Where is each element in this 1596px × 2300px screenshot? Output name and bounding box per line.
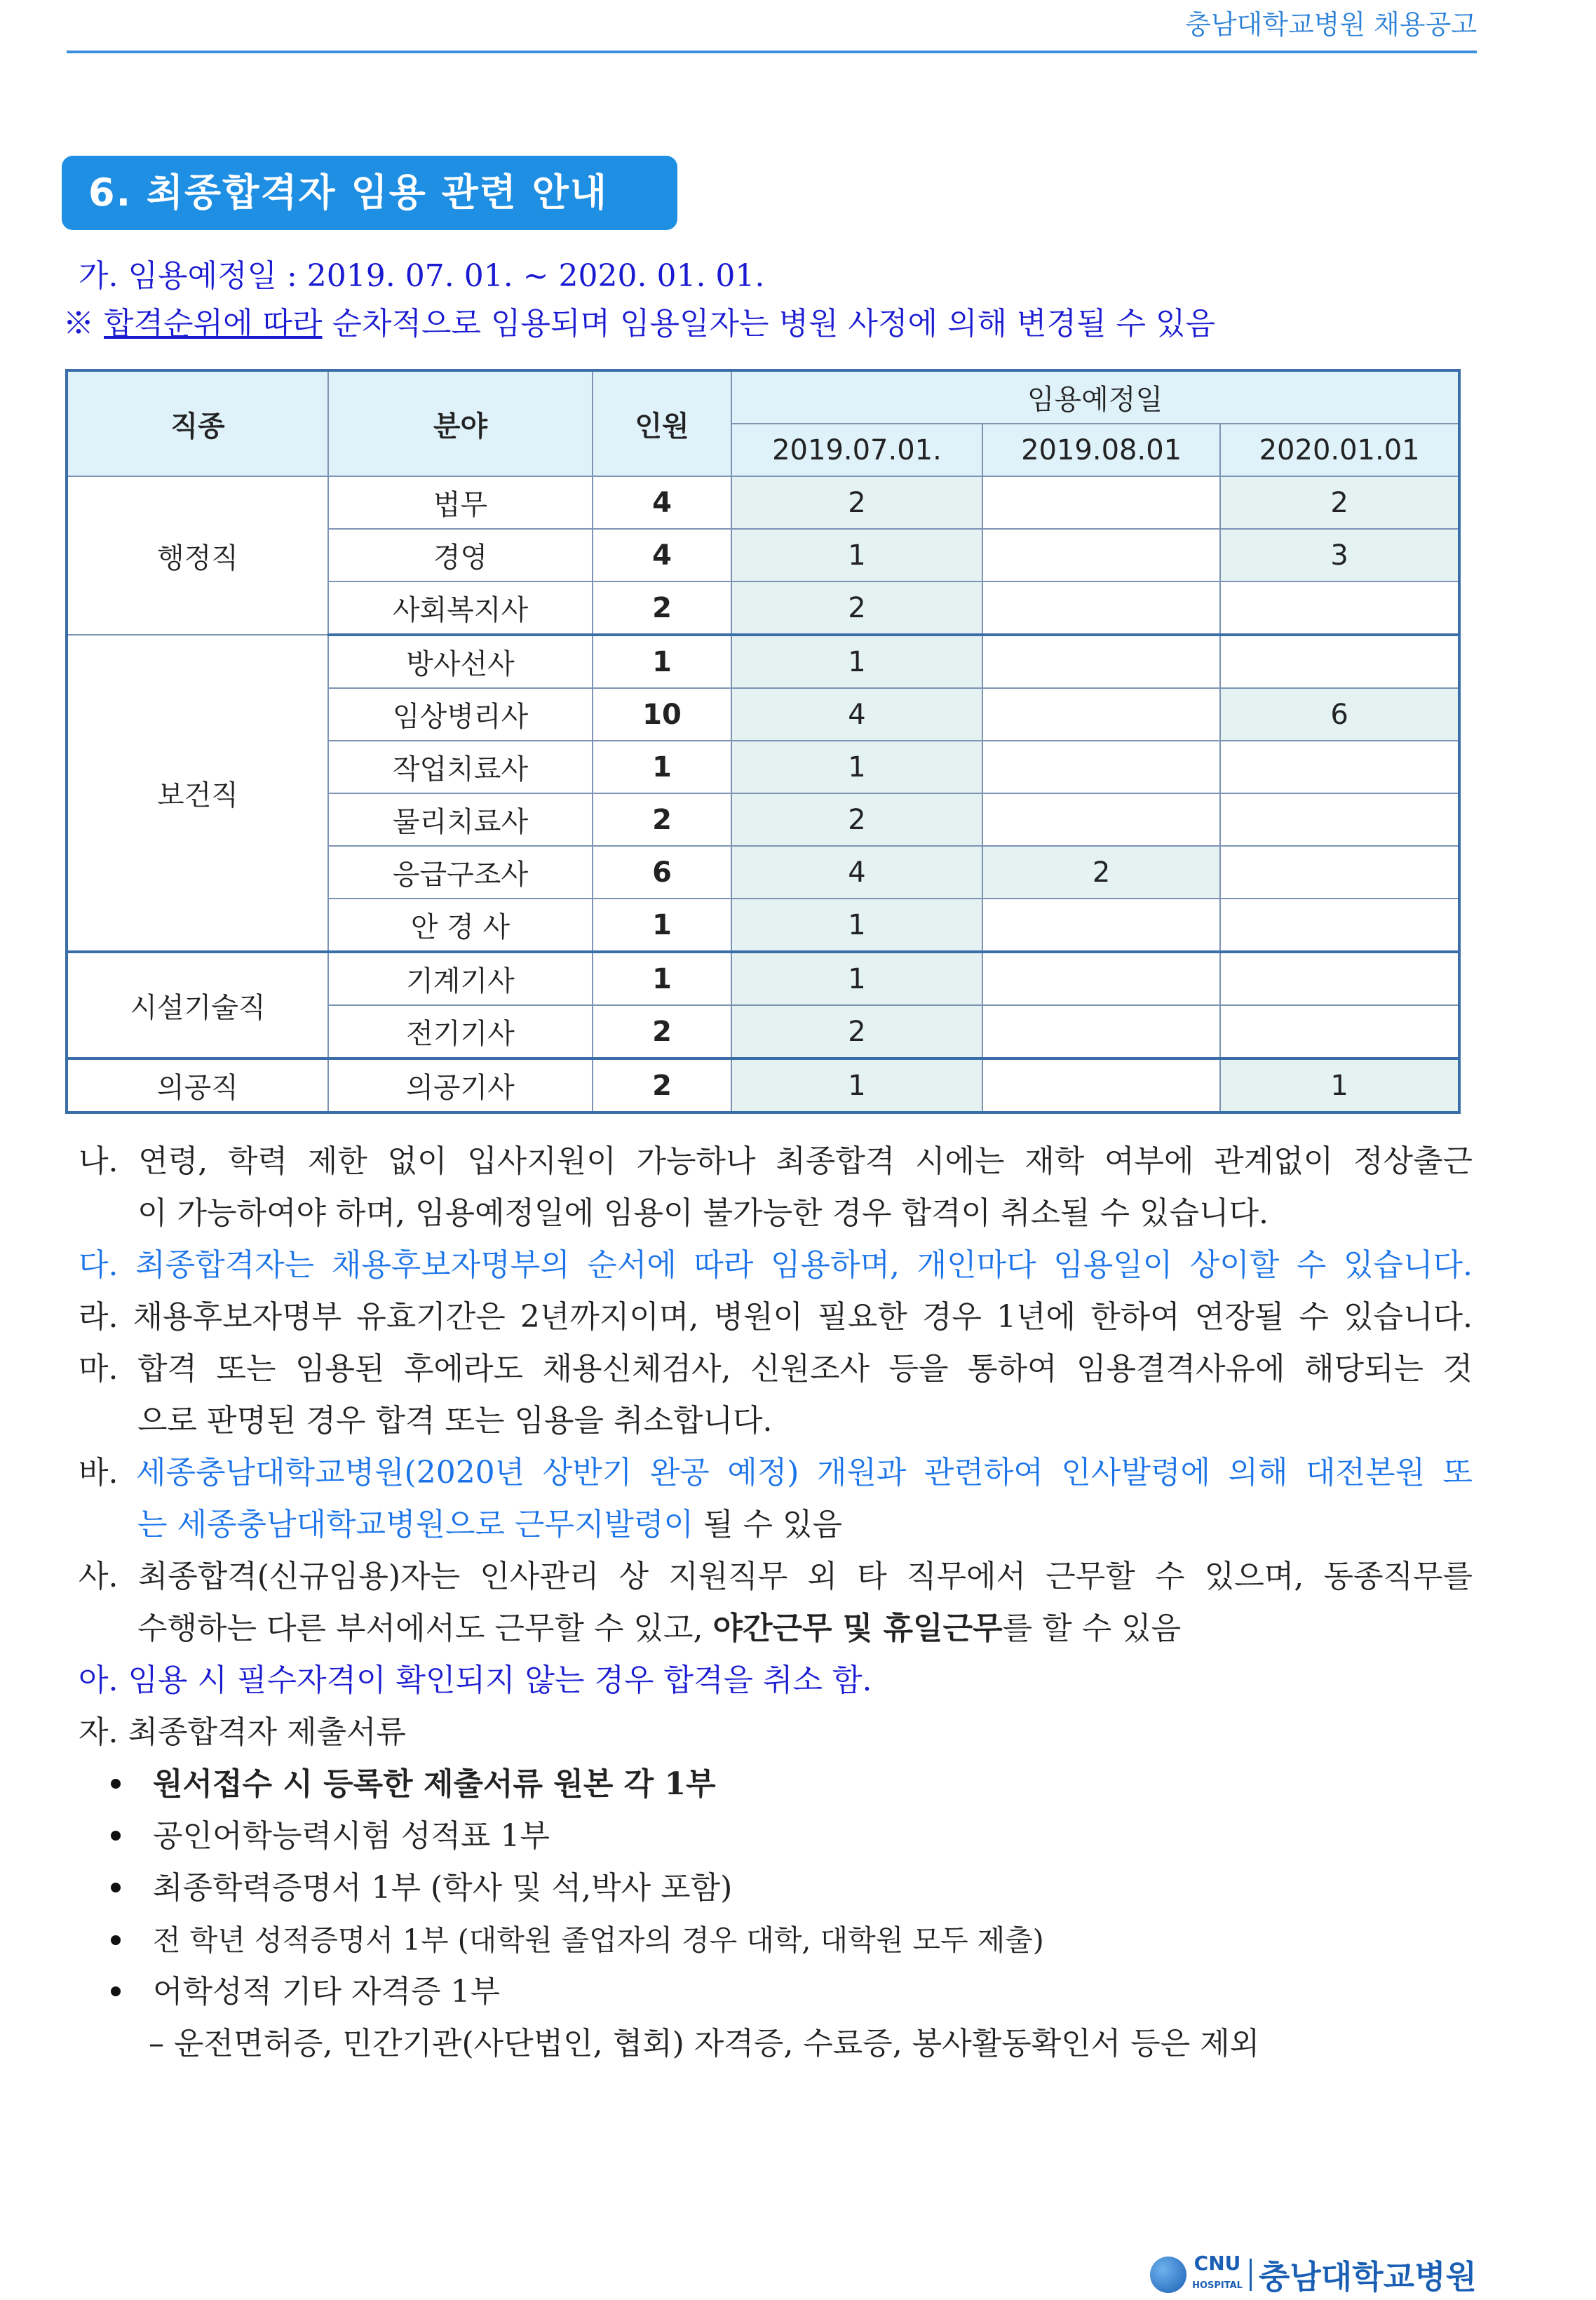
logo-divider (1250, 2259, 1252, 2291)
count-cell: 1 (593, 741, 731, 793)
date2-cell (982, 635, 1220, 688)
date2-cell (982, 1005, 1220, 1058)
date2-cell (982, 581, 1220, 635)
date1-cell: 2 (731, 1005, 982, 1058)
list-item (111, 1865, 732, 1911)
item-ga: 가. 임용예정일 : 2019. 07. 01. ~ 2020. 01. 01. (79, 258, 765, 294)
date2-cell (982, 529, 1220, 581)
th-date-2: 2019.08.01 (982, 424, 1220, 476)
field-cell: 경영 (328, 529, 593, 581)
item-ba-rest: 될 수 있음 (694, 1507, 843, 1542)
date2-cell (982, 1058, 1220, 1112)
table-row (67, 476, 1459, 529)
field-cell: 전기기사 (328, 1005, 593, 1058)
date3-cell: 1 (1220, 1058, 1459, 1112)
logo-hospital-en: HOSPITAL (1192, 2280, 1243, 2291)
date3-cell (1220, 741, 1459, 793)
item-na-line2: 이 가능하여야 하며, 임용예정일에 임용이 불가능한 경우 합격이 취소될 수 있습니다. (137, 1195, 1269, 1231)
date1-cell: 1 (731, 1058, 982, 1112)
date2-cell (982, 793, 1220, 846)
note-line (63, 301, 1215, 347)
th-date-group: 임용예정일 (731, 370, 1459, 424)
date1-cell: 1 (731, 635, 982, 688)
note-underlined: 합격순위에 따라 (104, 306, 323, 342)
bullet-icon (111, 1779, 121, 1789)
count-cell: 2 (593, 1005, 731, 1058)
field-cell: 응급구조사 (328, 846, 593, 899)
th-field: 분야 (328, 370, 593, 476)
placement-table (65, 369, 1461, 1114)
item-ja: 자. 최종합격자 제출서류 (79, 1714, 406, 1750)
item-sa-line1: 사. 최종합격(신규임용)자는 인사관리 상 지원직무 외 타 직무에서 근무할 수 있으며, 동종직무를 (79, 1559, 1473, 1594)
field-cell: 기계기사 (328, 952, 593, 1005)
item-ma-line1: 마. 합격 또는 임용된 후에라도 채용신체검사, 신원조사 등을 통하여 임용결격사유에 해당되는 것 (79, 1351, 1473, 1387)
item-ba-line1 (79, 1450, 1473, 1496)
item-ba-text: 세종충남대학교병원(2020년 상반기 완공 예정) 개원과 관련하여 인사발령에 의해 대전본원 또 (136, 1455, 1473, 1491)
item-na-line1: 나. 연령, 학력 제한 없이 입사지원이 가능하나 최종합격 시에는 재학 여부에 관계없이 정상출근 (79, 1143, 1473, 1179)
date3-cell: 6 (1220, 688, 1459, 741)
date3-cell (1220, 635, 1459, 688)
table-row (67, 1058, 1459, 1112)
header-divider (67, 51, 1477, 53)
document-header: 충남대학교병원 채용공고 (1185, 9, 1477, 40)
sub-bullet: – 운전면허증, 민간기관(사단법인, 협회) 자격증, 수료증, 봉사활동확인서 등은 제외 (149, 2026, 1260, 2062)
field-cell: 임상병리사 (328, 688, 593, 741)
job-cell: 시설기술직 (67, 952, 328, 1058)
list-item-text: 공인어학능력시험 성적표 1부 (153, 1818, 550, 1854)
list-item (111, 1917, 1044, 1963)
date3-cell (1220, 952, 1459, 1005)
item-ba-prefix: 바. (79, 1455, 136, 1491)
item-a: 아. 임용 시 필수자격이 확인되지 않는 경우 합격을 취소 함. (79, 1662, 872, 1698)
item-sa-line2 (137, 1606, 1181, 1652)
field-cell: 물리치료사 (328, 793, 593, 846)
job-cell: 보건직 (67, 635, 328, 952)
item-ba-text2: 는 세종충남대학교병원으로 근무지발령이 (137, 1507, 694, 1542)
item-ra: 라. 채용후보자명부 유효기간은 2년까지이며, 병원이 필요한 경우 1년에 한하여 연장될 수 있습니다. (79, 1299, 1473, 1335)
note-mark: ※ (63, 306, 104, 342)
count-cell: 4 (593, 529, 731, 581)
field-cell: 안 경 사 (328, 899, 593, 952)
date1-cell: 2 (731, 793, 982, 846)
count-cell: 1 (593, 952, 731, 1005)
section-title: 6. 최종합격자 임용 관련 안내 (62, 156, 677, 230)
count-cell: 10 (593, 688, 731, 741)
count-cell: 2 (593, 1058, 731, 1112)
date2-cell (982, 952, 1220, 1005)
logo-name: 충남대학교병원 (1258, 2258, 1477, 2296)
job-cell: 의공직 (67, 1058, 328, 1112)
list-item (111, 1761, 716, 1808)
date1-cell: 4 (731, 688, 982, 741)
field-cell: 법무 (328, 476, 593, 529)
list-item-text: 어학성적 기타 자격증 1부 (153, 1974, 500, 2010)
table-row (67, 952, 1459, 1005)
count-cell: 2 (593, 581, 731, 635)
logo-cnu (1192, 2254, 1243, 2295)
field-cell: 작업치료사 (328, 741, 593, 793)
note-rest: 순차적으로 임용되며 임용일자는 병원 사정에 의해 변경될 수 있음 (322, 306, 1215, 342)
item-sa-pre: 수행하는 다른 부서에서도 근무할 수 있고, (137, 1610, 713, 1646)
count-cell: 1 (593, 899, 731, 952)
date2-cell: 2 (982, 846, 1220, 899)
th-job: 직종 (67, 370, 328, 476)
logo-cnu-text: CNU (1193, 2252, 1241, 2275)
date2-cell (982, 476, 1220, 529)
list-item (111, 1813, 550, 1859)
date1-cell: 2 (731, 476, 982, 529)
count-cell: 2 (593, 793, 731, 846)
date1-cell: 1 (731, 529, 982, 581)
table-row (67, 635, 1459, 688)
date1-cell: 1 (731, 952, 982, 1005)
hospital-logo (1150, 2252, 1477, 2296)
item-da: 다. 최종합격자는 채용후보자명부의 순서에 따라 임용하며, 개인마다 임용일이 상이할 수 있습니다. (79, 1247, 1473, 1283)
list-item-text: 전 학년 성적증명서 1부 (대학원 졸업자의 경우 대학, 대학원 모두 제출) (153, 1923, 1044, 1957)
count-cell: 6 (593, 846, 731, 899)
item-ma-line2: 으로 판명된 경우 합격 또는 임용을 취소합니다. (137, 1403, 773, 1439)
bullet-icon (111, 1831, 121, 1841)
list-item (111, 1969, 500, 2015)
date1-cell: 2 (731, 581, 982, 635)
date1-cell: 1 (731, 899, 982, 952)
date3-cell (1220, 899, 1459, 952)
list-item-text: 원서접수 시 등록한 제출서류 원본 각 1부 (153, 1766, 716, 1802)
date3-cell (1220, 846, 1459, 899)
date3-cell (1220, 581, 1459, 635)
count-cell: 4 (593, 476, 731, 529)
date3-cell: 3 (1220, 529, 1459, 581)
item-sa-post: 를 할 수 있음 (1002, 1610, 1182, 1646)
job-cell: 행정직 (67, 476, 328, 635)
date2-cell (982, 741, 1220, 793)
bullet-icon (111, 1986, 121, 1996)
bullet-icon (111, 1935, 121, 1945)
th-date-1: 2019.07.01. (731, 424, 982, 476)
item-sa-bold: 야간근무 및 휴일근무 (712, 1610, 1003, 1646)
count-cell: 1 (593, 635, 731, 688)
bullet-icon (111, 1883, 121, 1892)
date3-cell (1220, 793, 1459, 846)
item-ba-line2 (137, 1502, 842, 1548)
date2-cell (982, 899, 1220, 952)
globe-icon (1150, 2257, 1186, 2293)
date2-cell (982, 688, 1220, 741)
list-item-text: 최종학력증명서 1부 (학사 및 석,박사 포함) (153, 1870, 733, 1906)
th-count: 인원 (593, 370, 731, 476)
date3-cell: 2 (1220, 476, 1459, 529)
date1-cell: 4 (731, 846, 982, 899)
date3-cell (1220, 1005, 1459, 1058)
field-cell: 사회복지사 (328, 581, 593, 635)
field-cell: 방사선사 (328, 635, 593, 688)
field-cell: 의공기사 (328, 1058, 593, 1112)
th-date-3: 2020.01.01 (1220, 424, 1459, 476)
date1-cell: 1 (731, 741, 982, 793)
